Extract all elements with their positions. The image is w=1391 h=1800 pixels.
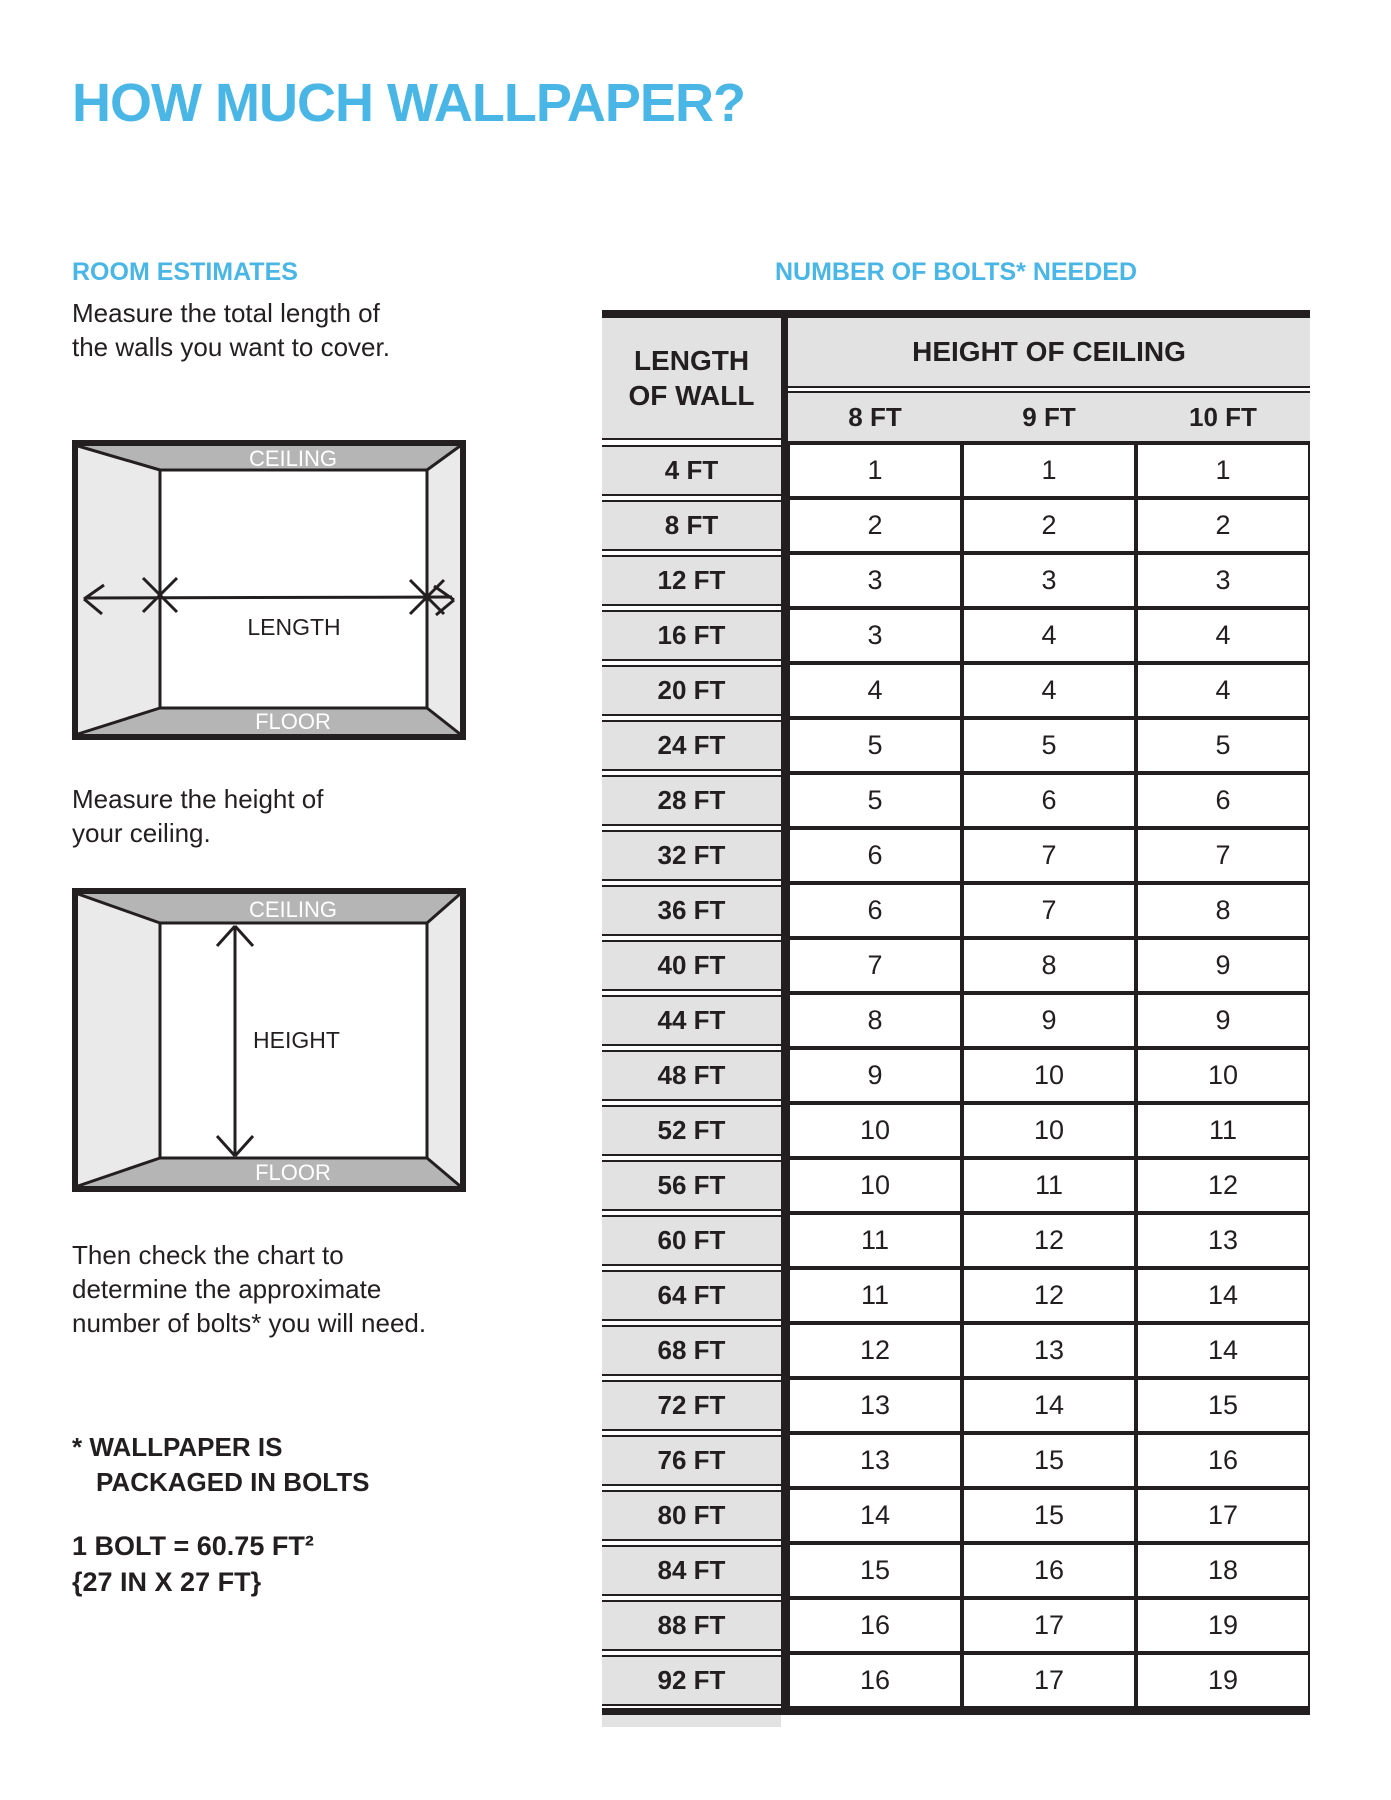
- value-cell: 5: [788, 773, 962, 828]
- value-cell: 2: [1136, 498, 1310, 553]
- value-cell: 4: [962, 663, 1136, 718]
- paragraph-line: the walls you want to cover.: [72, 332, 390, 362]
- bolts-footnote: [72, 1430, 369, 1500]
- header-line: OF WALL: [628, 380, 755, 411]
- row-label: 20 FT: [602, 665, 781, 716]
- row-label: 4 FT: [602, 445, 781, 496]
- row-label: 40 FT: [602, 940, 781, 991]
- paragraph-line: Then check the chart to: [72, 1240, 344, 1270]
- column-header-10ft: 10 FT: [1189, 401, 1257, 432]
- table-column-divider: [781, 318, 788, 1708]
- value-cell: 1: [788, 443, 962, 498]
- paragraph-measure-length: [72, 296, 390, 364]
- section-heading-bolts-needed: NUMBER OF BOLTS* NEEDED: [774, 258, 1138, 286]
- row-label: 32 FT: [602, 830, 781, 881]
- ceiling-label: CEILING: [248, 446, 338, 471]
- height-label: HEIGHT: [253, 1027, 340, 1053]
- value-cell: 9: [788, 1048, 962, 1103]
- row-label: 72 FT: [602, 1380, 781, 1431]
- value-cell: 16: [962, 1543, 1136, 1598]
- value-cell: 5: [1136, 718, 1310, 773]
- value-cell: 11: [788, 1213, 962, 1268]
- value-cell: 11: [788, 1268, 962, 1323]
- row-label: 60 FT: [602, 1215, 781, 1266]
- value-cell: 17: [962, 1653, 1136, 1708]
- value-cell: 16: [788, 1598, 962, 1653]
- paragraph-check-chart: [72, 1238, 426, 1340]
- value-cell: 10: [788, 1103, 962, 1158]
- height-of-ceiling-header: HEIGHT OF CEILING: [788, 318, 1310, 388]
- row-label: 16 FT: [602, 610, 781, 661]
- value-cell: 12: [962, 1213, 1136, 1268]
- value-cell: 6: [1136, 773, 1310, 828]
- ceiling-label: CEILING: [248, 897, 338, 922]
- value-cell: 15: [962, 1488, 1136, 1543]
- value-cell: 14: [1136, 1323, 1310, 1378]
- value-cell: 14: [1136, 1268, 1310, 1323]
- value-cell: 10: [1136, 1048, 1310, 1103]
- row-label: 68 FT: [602, 1325, 781, 1376]
- value-cell: 8: [1136, 883, 1310, 938]
- ceiling-height-diagram: [72, 888, 466, 1192]
- value-cell: 10: [788, 1158, 962, 1213]
- header-line: LENGTH: [633, 345, 750, 376]
- value-cell: 19: [1136, 1598, 1310, 1653]
- value-cell: 17: [1136, 1488, 1310, 1543]
- value-cell: 7: [1136, 828, 1310, 883]
- page-title: HOW MUCH WALLPAPER?: [72, 73, 745, 133]
- value-cell: 10: [962, 1103, 1136, 1158]
- value-cell: 18: [1136, 1543, 1310, 1598]
- value-cell: 3: [1136, 553, 1310, 608]
- length-of-wall-header: [602, 318, 781, 440]
- value-cell: 9: [1136, 993, 1310, 1048]
- value-cell: 15: [1136, 1378, 1310, 1433]
- value-cell: 4: [1136, 663, 1310, 718]
- row-label: 44 FT: [602, 995, 781, 1046]
- value-cell: 13: [788, 1378, 962, 1433]
- row-label: 12 FT: [602, 555, 781, 606]
- row-label: 24 FT: [602, 720, 781, 771]
- value-cell: 9: [962, 993, 1136, 1048]
- value-cell: 16: [788, 1653, 962, 1708]
- row-label: 8 FT: [602, 500, 781, 551]
- floor-label: FLOOR: [255, 1160, 331, 1185]
- value-cell: 3: [788, 553, 962, 608]
- value-cell: 2: [788, 498, 962, 553]
- value-cell: 9: [1136, 938, 1310, 993]
- row-label: 64 FT: [602, 1270, 781, 1321]
- floor-label: FLOOR: [255, 709, 331, 734]
- value-cell: 8: [962, 938, 1136, 993]
- value-cell: 1: [962, 443, 1136, 498]
- value-cell: 12: [962, 1268, 1136, 1323]
- value-cell: 13: [788, 1433, 962, 1488]
- value-cell: 6: [962, 773, 1136, 828]
- value-cell: 4: [1136, 608, 1310, 663]
- value-cell: 5: [962, 718, 1136, 773]
- ceiling-height-subheaders: [788, 391, 1310, 443]
- value-cell: 14: [962, 1378, 1136, 1433]
- value-cell: 12: [788, 1323, 962, 1378]
- bolts-table: [602, 310, 1310, 1715]
- section-heading-room-estimates: ROOM ESTIMATES: [72, 258, 298, 286]
- value-cell: 11: [1136, 1103, 1310, 1158]
- row-label: 80 FT: [602, 1490, 781, 1541]
- paragraph-line: Measure the total length of: [72, 298, 380, 328]
- value-cell: 15: [788, 1543, 962, 1598]
- footnote-line: * WALLPAPER IS: [72, 1432, 283, 1462]
- value-cell: 15: [962, 1433, 1136, 1488]
- value-cell: 17: [962, 1598, 1136, 1653]
- table-footer-strip: [602, 1715, 781, 1727]
- paragraph-line: Measure the height of: [72, 784, 324, 814]
- value-cell: 7: [962, 828, 1136, 883]
- value-cell: 8: [788, 993, 962, 1048]
- row-label: 36 FT: [602, 885, 781, 936]
- value-cell: 12: [1136, 1158, 1310, 1213]
- paragraph-line: number of bolts* you will need.: [72, 1308, 427, 1338]
- row-label: 48 FT: [602, 1050, 781, 1101]
- row-label: 28 FT: [602, 775, 781, 826]
- row-label: 92 FT: [602, 1655, 781, 1706]
- value-cell: 10: [962, 1048, 1136, 1103]
- value-cell: 13: [962, 1323, 1136, 1378]
- value-cell: 13: [1136, 1213, 1310, 1268]
- value-cell: 7: [788, 938, 962, 993]
- value-cell: 19: [1136, 1653, 1310, 1708]
- row-label: 76 FT: [602, 1435, 781, 1486]
- row-label: 84 FT: [602, 1545, 781, 1596]
- paragraph-line: determine the approximate: [72, 1274, 382, 1304]
- row-label: 88 FT: [602, 1600, 781, 1651]
- back-wall: [160, 470, 427, 708]
- value-cell: 4: [788, 663, 962, 718]
- bolt-size-info: [72, 1528, 314, 1600]
- length-label: LENGTH: [247, 614, 341, 640]
- value-cell: 6: [788, 883, 962, 938]
- paragraph-measure-height: [72, 782, 324, 850]
- bolt-size-line: 1 BOLT = 60.75 FT²: [72, 1531, 314, 1561]
- value-cell: 16: [1136, 1433, 1310, 1488]
- room-length-diagram: [72, 440, 466, 740]
- value-cell: 2: [962, 498, 1136, 553]
- column-header-8ft: 8 FT: [848, 401, 902, 432]
- bolt-size-line: {27 IN X 27 FT}: [72, 1567, 262, 1597]
- value-cell: 4: [962, 608, 1136, 663]
- value-cell: 3: [962, 553, 1136, 608]
- paragraph-line: your ceiling.: [72, 818, 211, 848]
- value-cell: 7: [962, 883, 1136, 938]
- value-cell: 3: [788, 608, 962, 663]
- value-cell: 6: [788, 828, 962, 883]
- row-label: 52 FT: [602, 1105, 781, 1156]
- row-label: 56 FT: [602, 1160, 781, 1211]
- column-header-9ft: 9 FT: [1022, 401, 1076, 432]
- footnote-line: PACKAGED IN BOLTS: [96, 1467, 370, 1497]
- value-cell: 1: [1136, 443, 1310, 498]
- value-cell: 14: [788, 1488, 962, 1543]
- value-cell: 11: [962, 1158, 1136, 1213]
- value-cell: 5: [788, 718, 962, 773]
